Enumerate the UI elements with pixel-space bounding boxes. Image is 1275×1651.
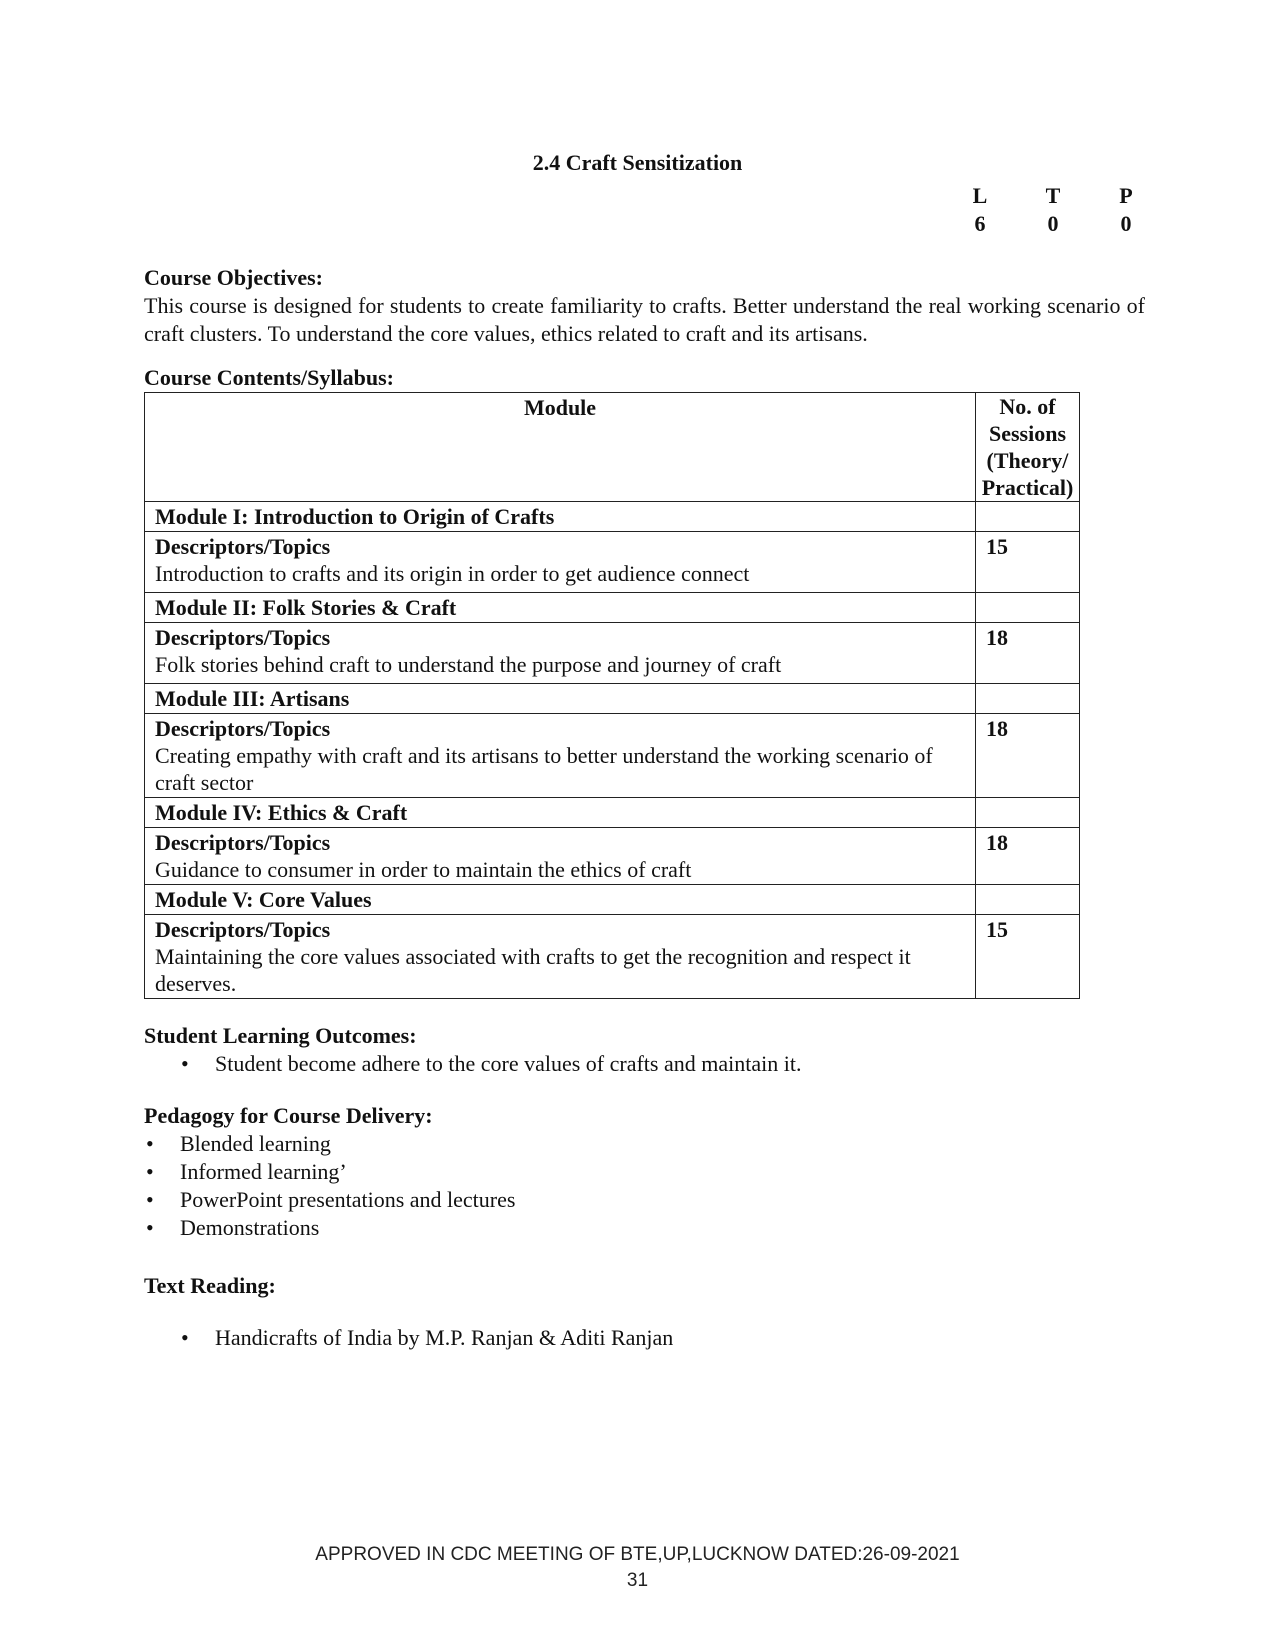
ltp-value-l: 6 [974, 211, 986, 236]
ltp-table [960, 182, 1146, 238]
module-title: Module IV: Ethics & Craft [145, 798, 976, 828]
empty-cell [976, 885, 1080, 915]
descriptor-label: Descriptors/Topics [155, 625, 331, 650]
ltp-header-t: T [1045, 183, 1061, 208]
ltp-value-t: 0 [1047, 211, 1059, 236]
text-reading-heading: Text Reading: [144, 1273, 276, 1298]
empty-cell [976, 502, 1080, 532]
ltp-values [960, 210, 1146, 238]
empty-cell [976, 684, 1080, 714]
session-count: 18 [976, 714, 1080, 798]
table-header-row [145, 393, 1080, 502]
module-desc-row [145, 915, 1080, 999]
empty-cell [976, 593, 1080, 623]
descriptor-label: Descriptors/Topics [155, 830, 331, 855]
ltp-header-p: P [1119, 183, 1133, 208]
list-item: • Blended learning [180, 1130, 1145, 1158]
learning-outcomes-heading: Student Learning Outcomes: [144, 1023, 417, 1048]
module-desc-cell [145, 714, 976, 798]
empty-cell [976, 798, 1080, 828]
list-item: • Student become adhere to the core values of crafts and maintain it. [215, 1050, 1145, 1078]
objectives-heading: Course Objectives: [144, 265, 324, 290]
module-title: Module III: Artisans [145, 684, 976, 714]
list-item: • Informed learning’ [180, 1158, 1145, 1186]
descriptor-label: Descriptors/Topics [155, 917, 331, 942]
module-title-row [145, 885, 1080, 915]
page-number: 31 [626, 1570, 649, 1591]
objectives-text: This course is designed for students to create familiarity to crafts. Better understand the real working scenario of craft clusters. To understand the core values, ethics related to craft and its artisans. [144, 293, 1145, 346]
ltp-value-p: 0 [1120, 211, 1132, 236]
module-title: Module I: Introduction to Origin of Crafts [145, 502, 976, 532]
descriptor-text: Guidance to consumer in order to maintain the ethics of craft [155, 857, 692, 882]
course-title: 2.4 Craft Sensitization [532, 150, 743, 175]
pedagogy-heading: Pedagogy for Course Delivery: [144, 1103, 433, 1128]
list-item: • PowerPoint presentations and lectures [180, 1186, 1145, 1214]
session-count: 15 [976, 915, 1080, 999]
module-desc-row [145, 623, 1080, 684]
module-title-row [145, 684, 1080, 714]
module-desc-row [145, 532, 1080, 593]
module-desc-cell [145, 828, 976, 885]
descriptor-text: Creating empathy with craft and its artisans to better understand the working scenario of craft sector [155, 743, 933, 795]
descriptor-label: Descriptors/Topics [155, 716, 331, 741]
list-item: • Demonstrations [180, 1214, 1145, 1242]
pedagogy-list [180, 1130, 1145, 1242]
learning-outcomes [144, 1022, 1145, 1078]
syllabus-table [144, 392, 1080, 999]
text-reading-list [215, 1324, 1145, 1352]
session-count: 18 [976, 828, 1080, 885]
module-desc-row [145, 714, 1080, 798]
module-column-header: Module [145, 393, 976, 502]
ltp-header-l: L [972, 183, 988, 208]
session-count: 15 [976, 532, 1080, 593]
module-title: Module V: Core Values [145, 885, 976, 915]
module-desc-cell [145, 532, 976, 593]
approval-note: APPROVED IN CDC MEETING OF BTE,UP,LUCKNOW DATED:26-09-2021 [315, 1544, 960, 1565]
module-title-row [145, 798, 1080, 828]
module-title-row [145, 593, 1080, 623]
syllabus-heading: Course Contents/Syllabus: [144, 365, 394, 390]
session-count: 18 [976, 623, 1080, 684]
module-title-row [145, 502, 1080, 532]
descriptor-label: Descriptors/Topics [155, 534, 331, 559]
pedagogy [144, 1102, 1145, 1242]
ltp-headers [960, 182, 1146, 210]
descriptor-text: Introduction to crafts and its origin in order to get audience connect [155, 561, 750, 586]
module-desc-cell [145, 915, 976, 999]
sessions-column-header: No. of Sessions (Theory/ Practical) [976, 393, 1080, 502]
module-title: Module II: Folk Stories & Craft [145, 593, 976, 623]
course-objectives [144, 264, 1145, 348]
list-item: • Handicrafts of India by M.P. Ranjan & Aditi Ranjan [215, 1324, 1145, 1352]
descriptor-text: Folk stories behind craft to understand the purpose and journey of craft [155, 652, 782, 677]
module-desc-cell [145, 623, 976, 684]
text-reading [144, 1272, 1145, 1352]
learning-outcomes-list [215, 1050, 1145, 1078]
descriptor-text: Maintaining the core values associated with crafts to get the recognition and respect it deserves. [155, 944, 911, 996]
page-footer [0, 1542, 1275, 1594]
module-desc-row [145, 828, 1080, 885]
